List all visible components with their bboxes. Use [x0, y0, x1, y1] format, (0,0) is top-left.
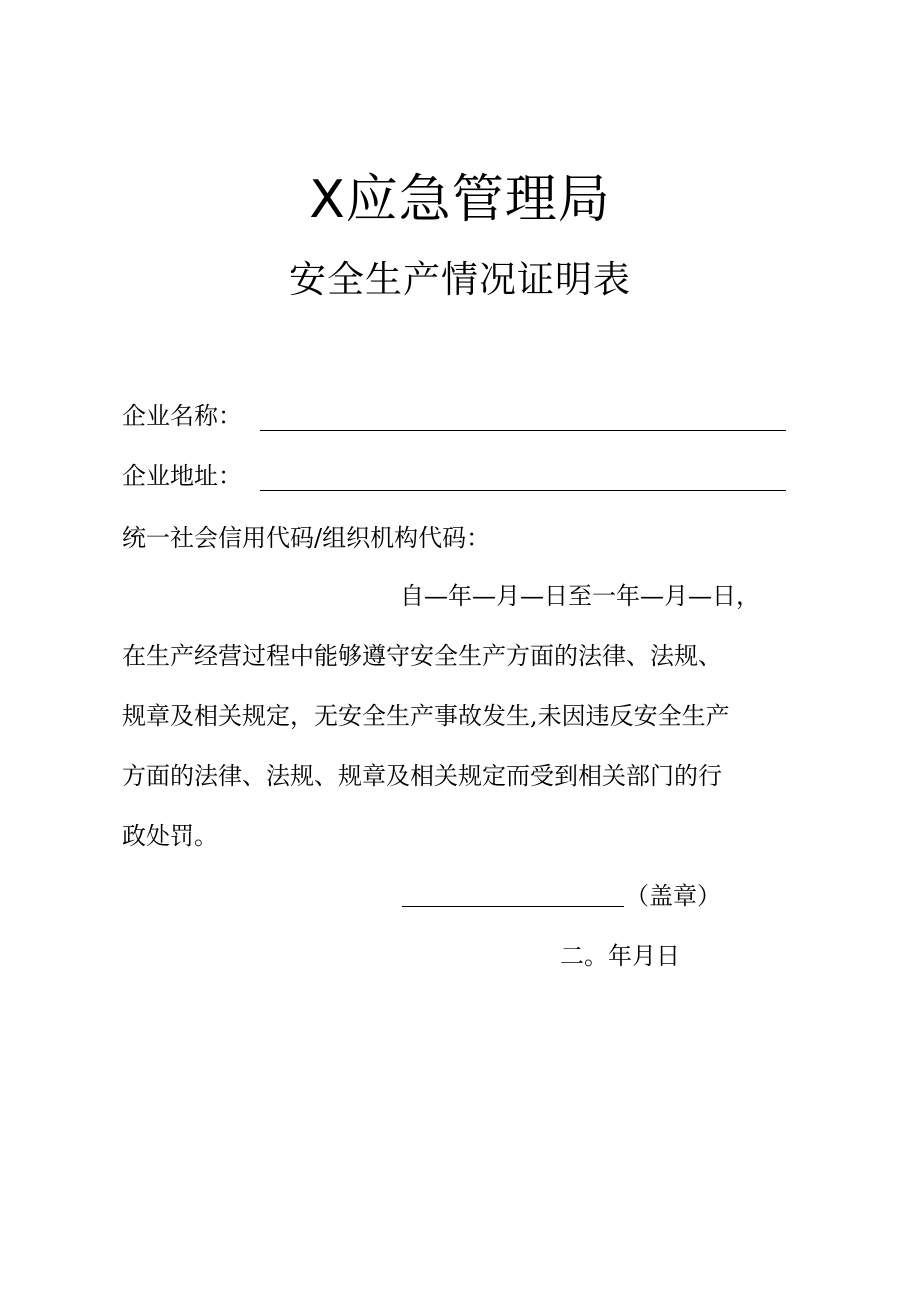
- page-title: X应急管理局: [309, 170, 611, 230]
- statement-line: 规章及相关规定，无安全生产事故发生,未因违反安全生产: [122, 702, 730, 730]
- credit-code-label: 统一社会信用代码/组织机构代码：: [122, 524, 491, 552]
- company-address-label: 企业地址：: [122, 462, 242, 490]
- page-subtitle: 安全生产情况证明表: [289, 258, 631, 301]
- seal-label: （盖章）: [625, 882, 721, 910]
- company-name-blank[interactable]: [260, 430, 786, 431]
- statement-line: 在生产经营过程中能够遵守安全生产方面的法律、法规、: [122, 642, 722, 670]
- company-name-row: [122, 396, 786, 436]
- company-address-blank[interactable]: [260, 490, 786, 491]
- statement-period: 自—年—月—日至一年—月—日，: [400, 582, 760, 610]
- statement-line: 方面的法律、法规、规章及相关规定而受到相关部门的行: [122, 762, 722, 790]
- company-name-label: 企业名称：: [122, 402, 242, 430]
- date-text: 二。年月日: [560, 942, 680, 970]
- seal-signature-blank[interactable]: [402, 906, 624, 907]
- company-address-row: [122, 456, 786, 496]
- statement-line: 政处罚。: [122, 822, 218, 850]
